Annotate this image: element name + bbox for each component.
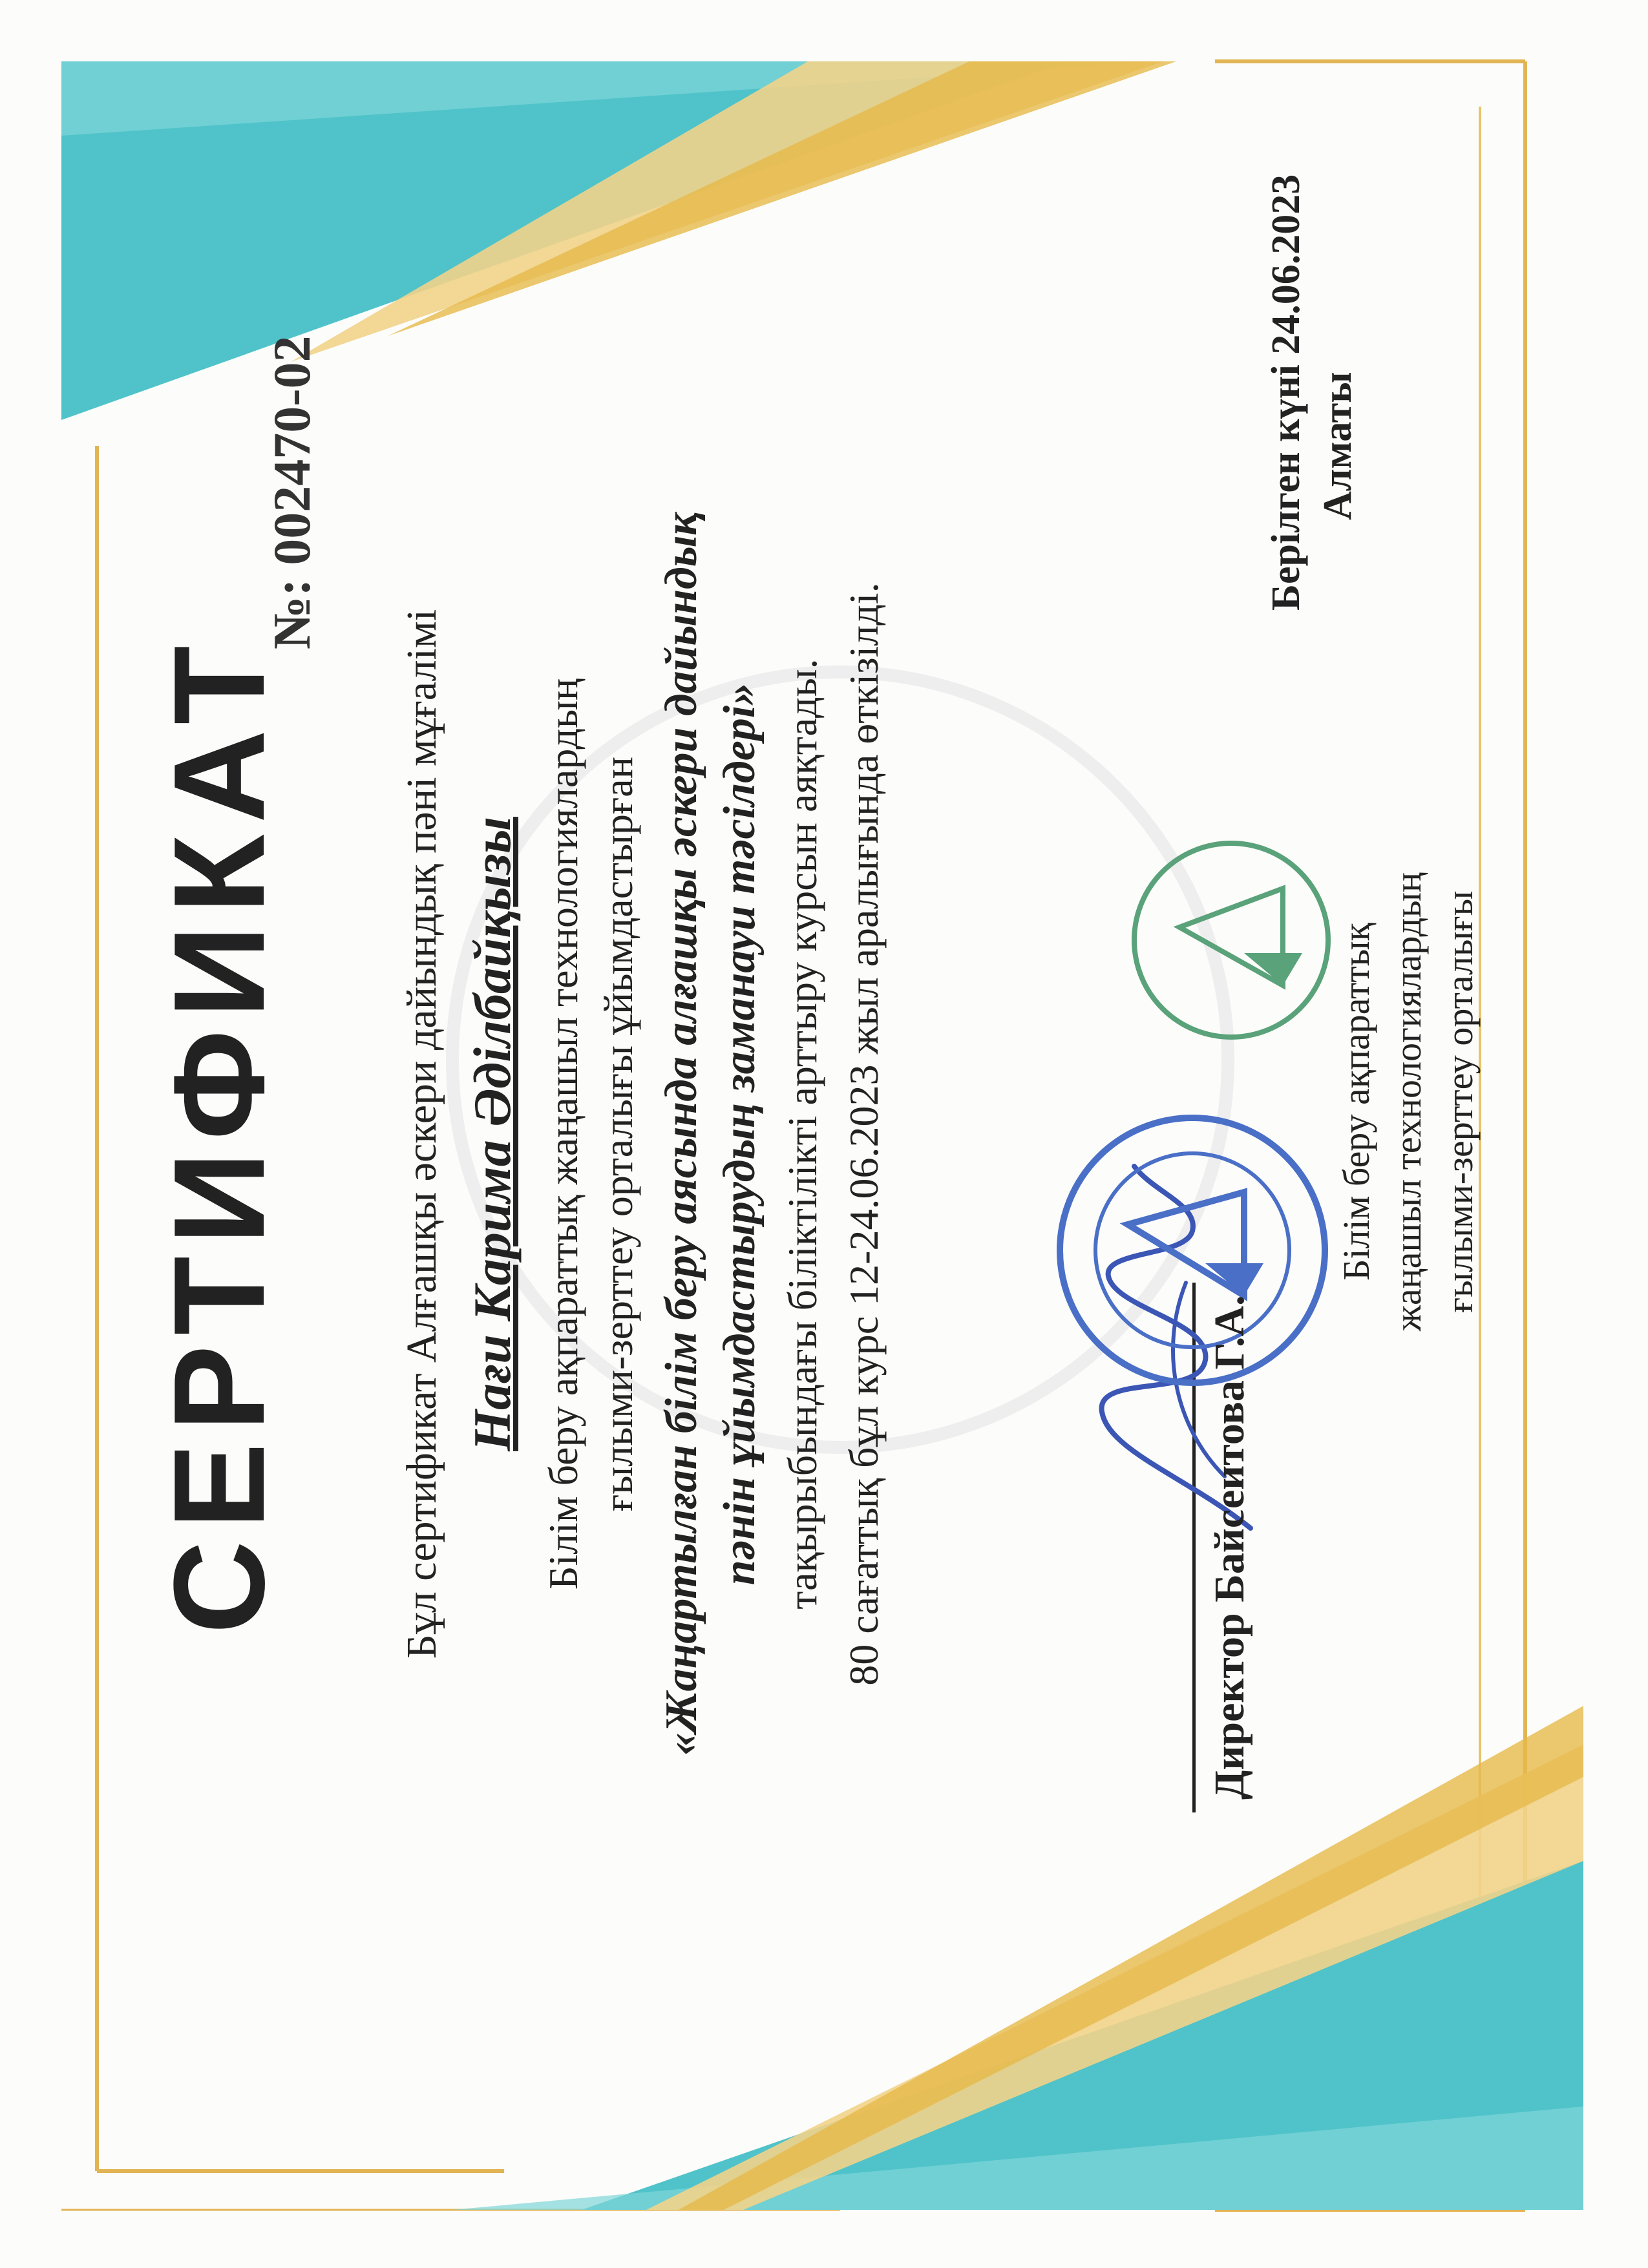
subject-line: Бұл сертификат Алғашқы әскери дайындық пәні мұғалімі (398, 609, 445, 1659)
organization-logo (1121, 830, 1341, 1050)
course-title-line-2: пәнін ұйымдастырудың заманауи тәсілдері» (715, 682, 765, 1586)
official-stamp (1050, 1108, 1335, 1392)
issue-date: Берілген күні 24.06.2023 (1264, 174, 1308, 611)
org-footer-line-3: ғылыми-зерттеу орталығы (1439, 890, 1481, 1313)
certificate-title: СЕРТИФИКАТ (147, 634, 291, 1634)
issue-city: Алматы (1316, 372, 1360, 520)
organizer-line-1: Білім беру ақпараттық жаңашыл технологиялардың (540, 678, 586, 1590)
period-line: 80 сағаттық бұл курс 12-24.06.2023 жыл аралығында өткізілді. (841, 582, 887, 1686)
organizer-line-2: ғылыми-зерттеу орталығы ұйымдастырған (595, 757, 641, 1511)
director-signature-label: Директор Байсеитова Г.А. (1206, 1295, 1253, 1800)
certificate-number: №: 002470-02 (262, 335, 321, 649)
org-footer-line-2: жаңашыл технологиялардың (1387, 872, 1429, 1332)
certificate-content (48, 68, 1587, 2200)
competence-line: тақырыбындағы біліктілікті арттыру курсын аяқтады. (779, 658, 825, 1610)
org-footer-line-1: Білім беру ақпараттық (1335, 923, 1377, 1281)
recipient-name: Нағи Карима Әділбайқызы (463, 817, 522, 1451)
course-title-line-1: «Жаңартылған білім беру аясында алғашқы әскери дайындық (657, 512, 706, 1756)
